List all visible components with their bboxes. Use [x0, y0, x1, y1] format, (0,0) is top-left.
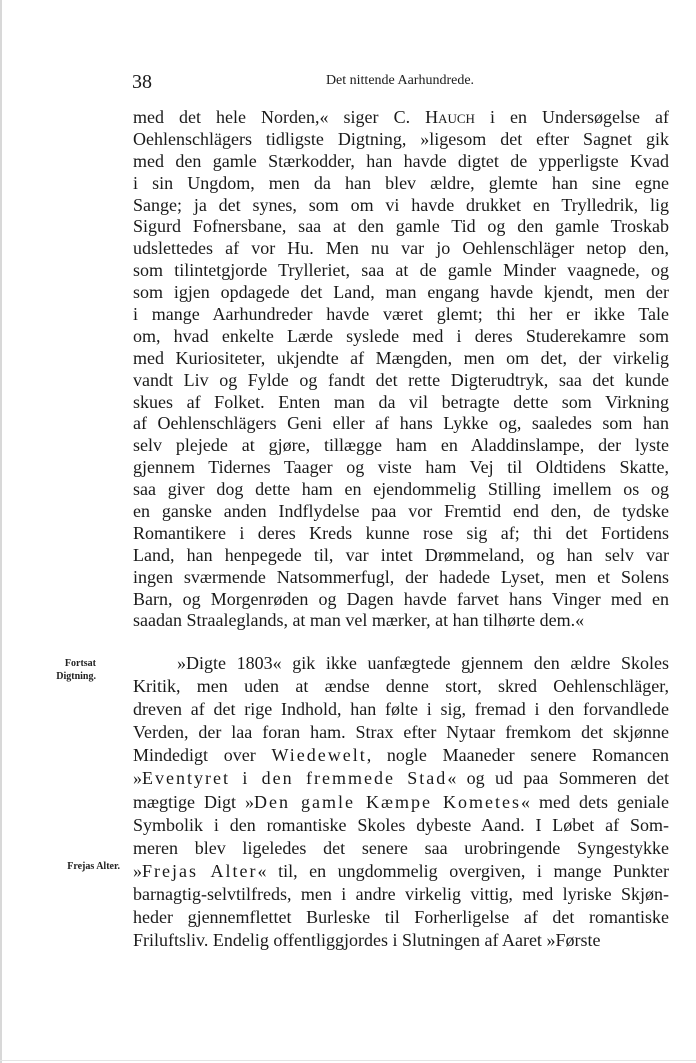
text-segment: med det hele Norden,« siger C. — [133, 107, 426, 127]
running-title: Det nittende Aarhundrede. — [325, 73, 475, 88]
text-line — [133, 304, 669, 326]
text-segment: gjennem Tidernes Taager og viste ham Vej til Oldtidens Skatte, — [133, 457, 669, 478]
text-segment: » — [133, 768, 142, 789]
text-segment: udslettedes af vor Hu. Men nu var jo Oehlenschläger netop den, — [133, 238, 669, 259]
text-line — [133, 698, 669, 721]
scan-edge — [0, 0, 2, 1063]
text-line — [133, 501, 669, 523]
author-name: Hauch — [425, 107, 475, 127]
text-segment: meren blev ligeledes det senere saa urobringende Syngestykke — [133, 837, 669, 858]
text-line — [133, 260, 669, 282]
text-segment: i en Undersøgelse af — [474, 107, 670, 127]
text-segment: Oehlenschlägers tidligste Digtning, »ligesom det efter Sagnet gik — [133, 128, 669, 149]
margin-note-line: Fortsat — [64, 658, 96, 669]
text-line — [133, 589, 669, 611]
text-segment: Romantikere i deres Kreds kunne rose sig af; thi det Fortidens — [133, 522, 669, 543]
text-segment: om, hvad enkelte Lærde syslede med i deres Studerekamre som — [133, 325, 669, 346]
paragraph-2 — [133, 652, 669, 952]
text-line — [133, 195, 669, 217]
margin-note-frejas-alter: Frejas Alter. — [67, 861, 120, 872]
text-segment: Sange; ja det synes, som om vi havde drukket en Trylledrik, lig — [133, 194, 669, 215]
text-line — [133, 767, 669, 790]
scan-bottom-edge — [0, 1060, 696, 1061]
spaced-title: Frejas Alter — [142, 860, 258, 881]
text-line — [133, 370, 669, 392]
text-segment: saadan Straaleglands, at man vel mærker, at han tilhørte dem.« — [133, 610, 585, 631]
text-segment: som tilintetgjorde Trylleriet, saa at de gamle Minder vaagnede, og — [133, 260, 669, 281]
text-line — [133, 282, 669, 304]
text-segment: dreven af det rige Indhold, han følte i sig, fremad i den forvandlede — [133, 699, 669, 720]
text-segment: saa giver dog dette ham en ejendommelig Stilling imellem os og — [133, 479, 669, 500]
text-line — [133, 610, 669, 632]
text-segment: Barn, og Morgenrøden og Dagen havde farvet hans Vinger med en — [133, 588, 669, 609]
text-line — [133, 238, 669, 260]
spaced-title: Den gamle Kæmpe Kometes — [254, 791, 522, 812]
text-segment: Sigurd Fofnersbane, saa at den gamle Tid og den gamle Troskab — [133, 216, 669, 237]
text-line — [133, 675, 669, 698]
text-line — [133, 435, 669, 457]
text-line — [133, 652, 669, 675]
text-segment: Kritik, men uden at ændse denne stort, skred Oehlenschläger, — [133, 676, 669, 697]
text-segment: » — [133, 860, 142, 881]
text-line — [133, 860, 669, 883]
text-line — [133, 479, 669, 501]
text-line — [133, 744, 669, 767]
text-line — [133, 837, 669, 860]
spaced-title: Eventyret i den fremmede Stad — [142, 768, 448, 789]
text-segment: vandt Liv og Fylde og fandt det rette Digterudtryk, saa det kunde — [133, 369, 669, 390]
text-segment: Symbolik i den romantiske Skoles dybeste Aand. I Løbet af Som- — [133, 814, 669, 835]
text-segment: « til, en ungdommelig overgiven, i mange Punkter — [257, 860, 669, 881]
text-line — [133, 883, 669, 906]
text-line — [133, 523, 669, 545]
text-line — [133, 107, 669, 129]
text-line — [133, 413, 669, 435]
text-segment: Land, han henpegede til, var intet Drømmeland, og han selv var — [133, 544, 669, 565]
text-segment: ingen sværmende Natsommerfugl, der hadede Lyset, men et Solens — [133, 566, 669, 587]
text-line — [133, 929, 669, 952]
text-line — [133, 457, 669, 479]
text-line — [133, 173, 669, 195]
text-segment: selv plejede at gjøre, tillægge ham en Aladdinslampe, der lyste — [133, 435, 669, 456]
text-segment: »Digte 1803« gik ikke uanfægtede gjennem den ældre Skoles — [177, 653, 669, 673]
paragraph-1 — [133, 107, 669, 632]
text-line — [133, 392, 669, 414]
text-segment: , nogle Maaneder senere Romancen — [366, 745, 670, 766]
text-segment: heder gjennemflettet Burleske til Forherligelse af det romantiske — [133, 907, 669, 928]
text-segment: med den gamle Stærkodder, han havde digtet de ypperligste Kvad — [133, 150, 669, 171]
text-line — [133, 906, 669, 929]
text-line — [133, 791, 669, 814]
page-number: 38 — [132, 71, 152, 93]
text-line — [133, 545, 669, 567]
text-segment: af Oehlenschlägers Geni eller af hans Lykke og, saaledes som han — [133, 413, 669, 434]
text-segment: som igjen opdagede det Land, man engang havde kjendt, men der — [133, 282, 669, 303]
text-line — [133, 814, 669, 837]
spaced-title: Wiedewelt — [271, 745, 367, 766]
text-segment: mægtige Digt » — [133, 791, 255, 812]
text-line — [133, 216, 669, 238]
text-line — [133, 567, 669, 589]
text-segment: i sin Ungdom, men da han blev ældre, glemte han sine egne — [133, 172, 669, 193]
text-segment: « og ud paa Sommeren det — [447, 768, 669, 789]
text-segment: en ganske anden Indflydelse paa vor Fremtid end den, de tydske — [133, 501, 669, 522]
margin-note-fortsat-digtning — [50, 657, 96, 683]
text-segment: i mange Aarhundreder havde været glemt; thi her er ikke Tale — [133, 304, 669, 325]
text-line — [133, 326, 669, 348]
text-segment: Mindedigt over — [133, 745, 272, 766]
text-line — [133, 129, 669, 151]
text-segment: Friluftsliv. Endelig offentliggjordes i Slutningen af Aaret »Første — [133, 930, 601, 951]
text-segment: med Kuriositeter, ukjendte af Mængden, men om det, der virkelig — [133, 347, 669, 368]
text-segment: Verden, der laa foran ham. Strax efter Nytaar fremkom det skjønne — [133, 722, 669, 743]
margin-note-line: Digtning. — [56, 671, 96, 682]
text-segment: « med dets geniale — [521, 791, 669, 812]
text-line — [133, 721, 669, 744]
text-segment: barnagtig-selvtilfreds, men i andre virkelig vittig, med lyriske Skjøn- — [133, 883, 669, 904]
text-line — [133, 348, 669, 370]
text-line — [133, 151, 669, 173]
text-segment: skues af Folket. Enten man da vil betragte dette som Virkning — [133, 391, 669, 412]
